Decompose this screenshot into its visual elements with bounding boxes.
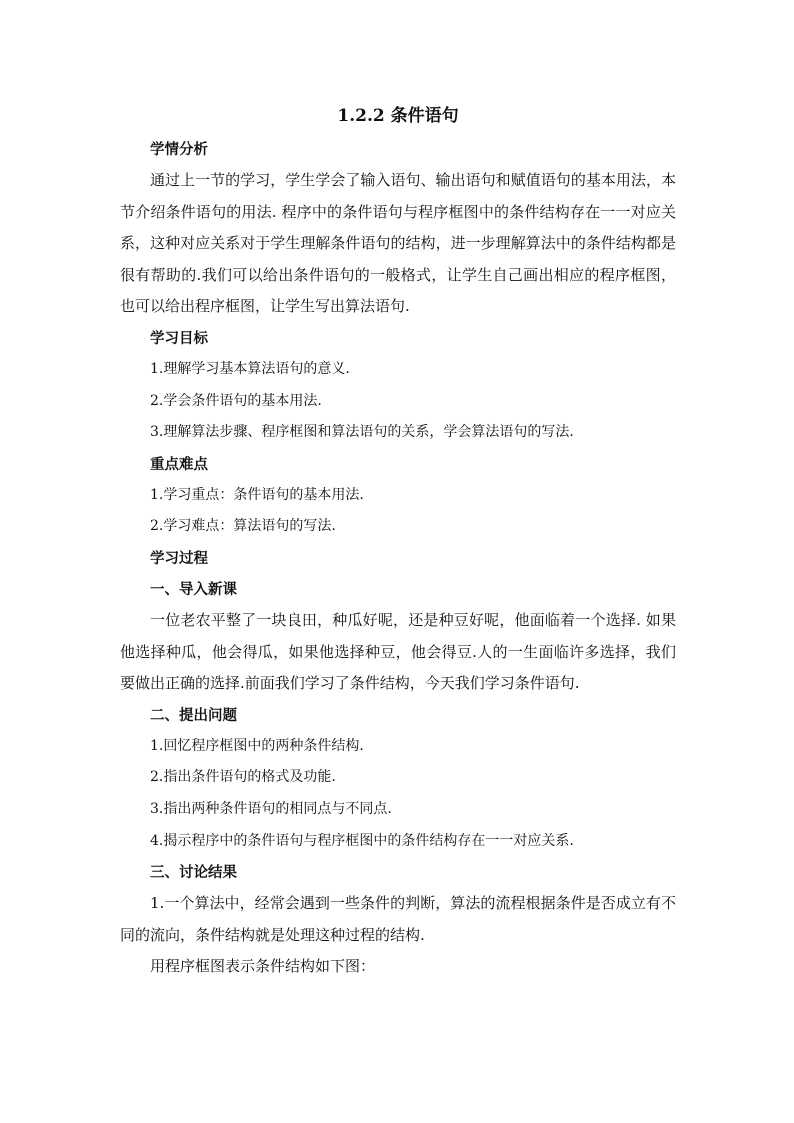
- goal-item-3: 3.理解算法步骤、程序框图和算法语句的关系，学会算法语句的写法.: [150, 424, 574, 441]
- analysis-paragraph: 通过上一节的学习，学生学会了输入语句、输出语句和赋值语句的基本用法，本节介绍条件语句的用法. 程序中的条件语句与程序框图中的条件结构存在一一对应关系，这种对应关系对于学生理解条件语句的结构，进一步理解算法中的条件结构都是很有帮助的.我们可以给出条件语句的一般格式，让学生自己画出相应的程序框图，也可以给出程序框图，让学生写出算法语句.: [120, 171, 676, 316]
- subsection-heading-discussion: 三、讨论结果: [150, 864, 237, 882]
- subsection-heading-questions: 二、提出问题: [150, 706, 237, 724]
- subsection-heading-intro: 一、导入新课: [150, 580, 237, 598]
- section-heading-process: 学习过程: [150, 549, 208, 567]
- key-point-1: 1.学习重点：条件语句的基本用法.: [150, 486, 364, 503]
- discussion-paragraph: 1.一个算法中，经常会遇到一些条件的判断，算法的流程根据条件是否成立有不同的流向，条件结构就是处理这种过程的结构.: [120, 894, 676, 944]
- diagram-intro-paragraph: 用程序框图表示条件结构如下图：: [150, 957, 376, 976]
- section-heading-analysis: 学情分析: [150, 141, 208, 158]
- page-title: 1.2.2 条件语句: [337, 106, 459, 126]
- question-item-3: 3.指出两种条件语句的相同点与不同点.: [150, 800, 392, 817]
- question-item-2: 2.指出条件语句的格式及功能.: [150, 769, 336, 786]
- question-item-4: 4.揭示程序中的条件语句与程序框图中的条件结构存在一一对应关系.: [150, 832, 574, 849]
- section-heading-goals: 学习目标: [150, 329, 208, 347]
- section-heading-key-points: 重点难点: [150, 455, 208, 473]
- question-item-1: 1.回忆程序框图中的两种条件结构.: [150, 737, 364, 754]
- goal-item-2: 2.学会条件语句的基本用法.: [150, 392, 322, 409]
- intro-paragraph: 一位老农平整了一块良田，种瓜好呢，还是种豆好呢，他面临着一个选择. 如果他选择种瓜，他会得瓜，如果他选择种豆，他会得豆.人的一生面临许多选择，我们要做出正确的选择.前面我们学习了条件结构，今天我们学习条件语句.: [120, 610, 676, 693]
- document-page: [120, 100, 676, 983]
- goal-item-1: 1.理解学习基本算法语句的意义.: [150, 360, 350, 377]
- key-point-2: 2.学习难点：算法语句的写法.: [150, 518, 336, 535]
